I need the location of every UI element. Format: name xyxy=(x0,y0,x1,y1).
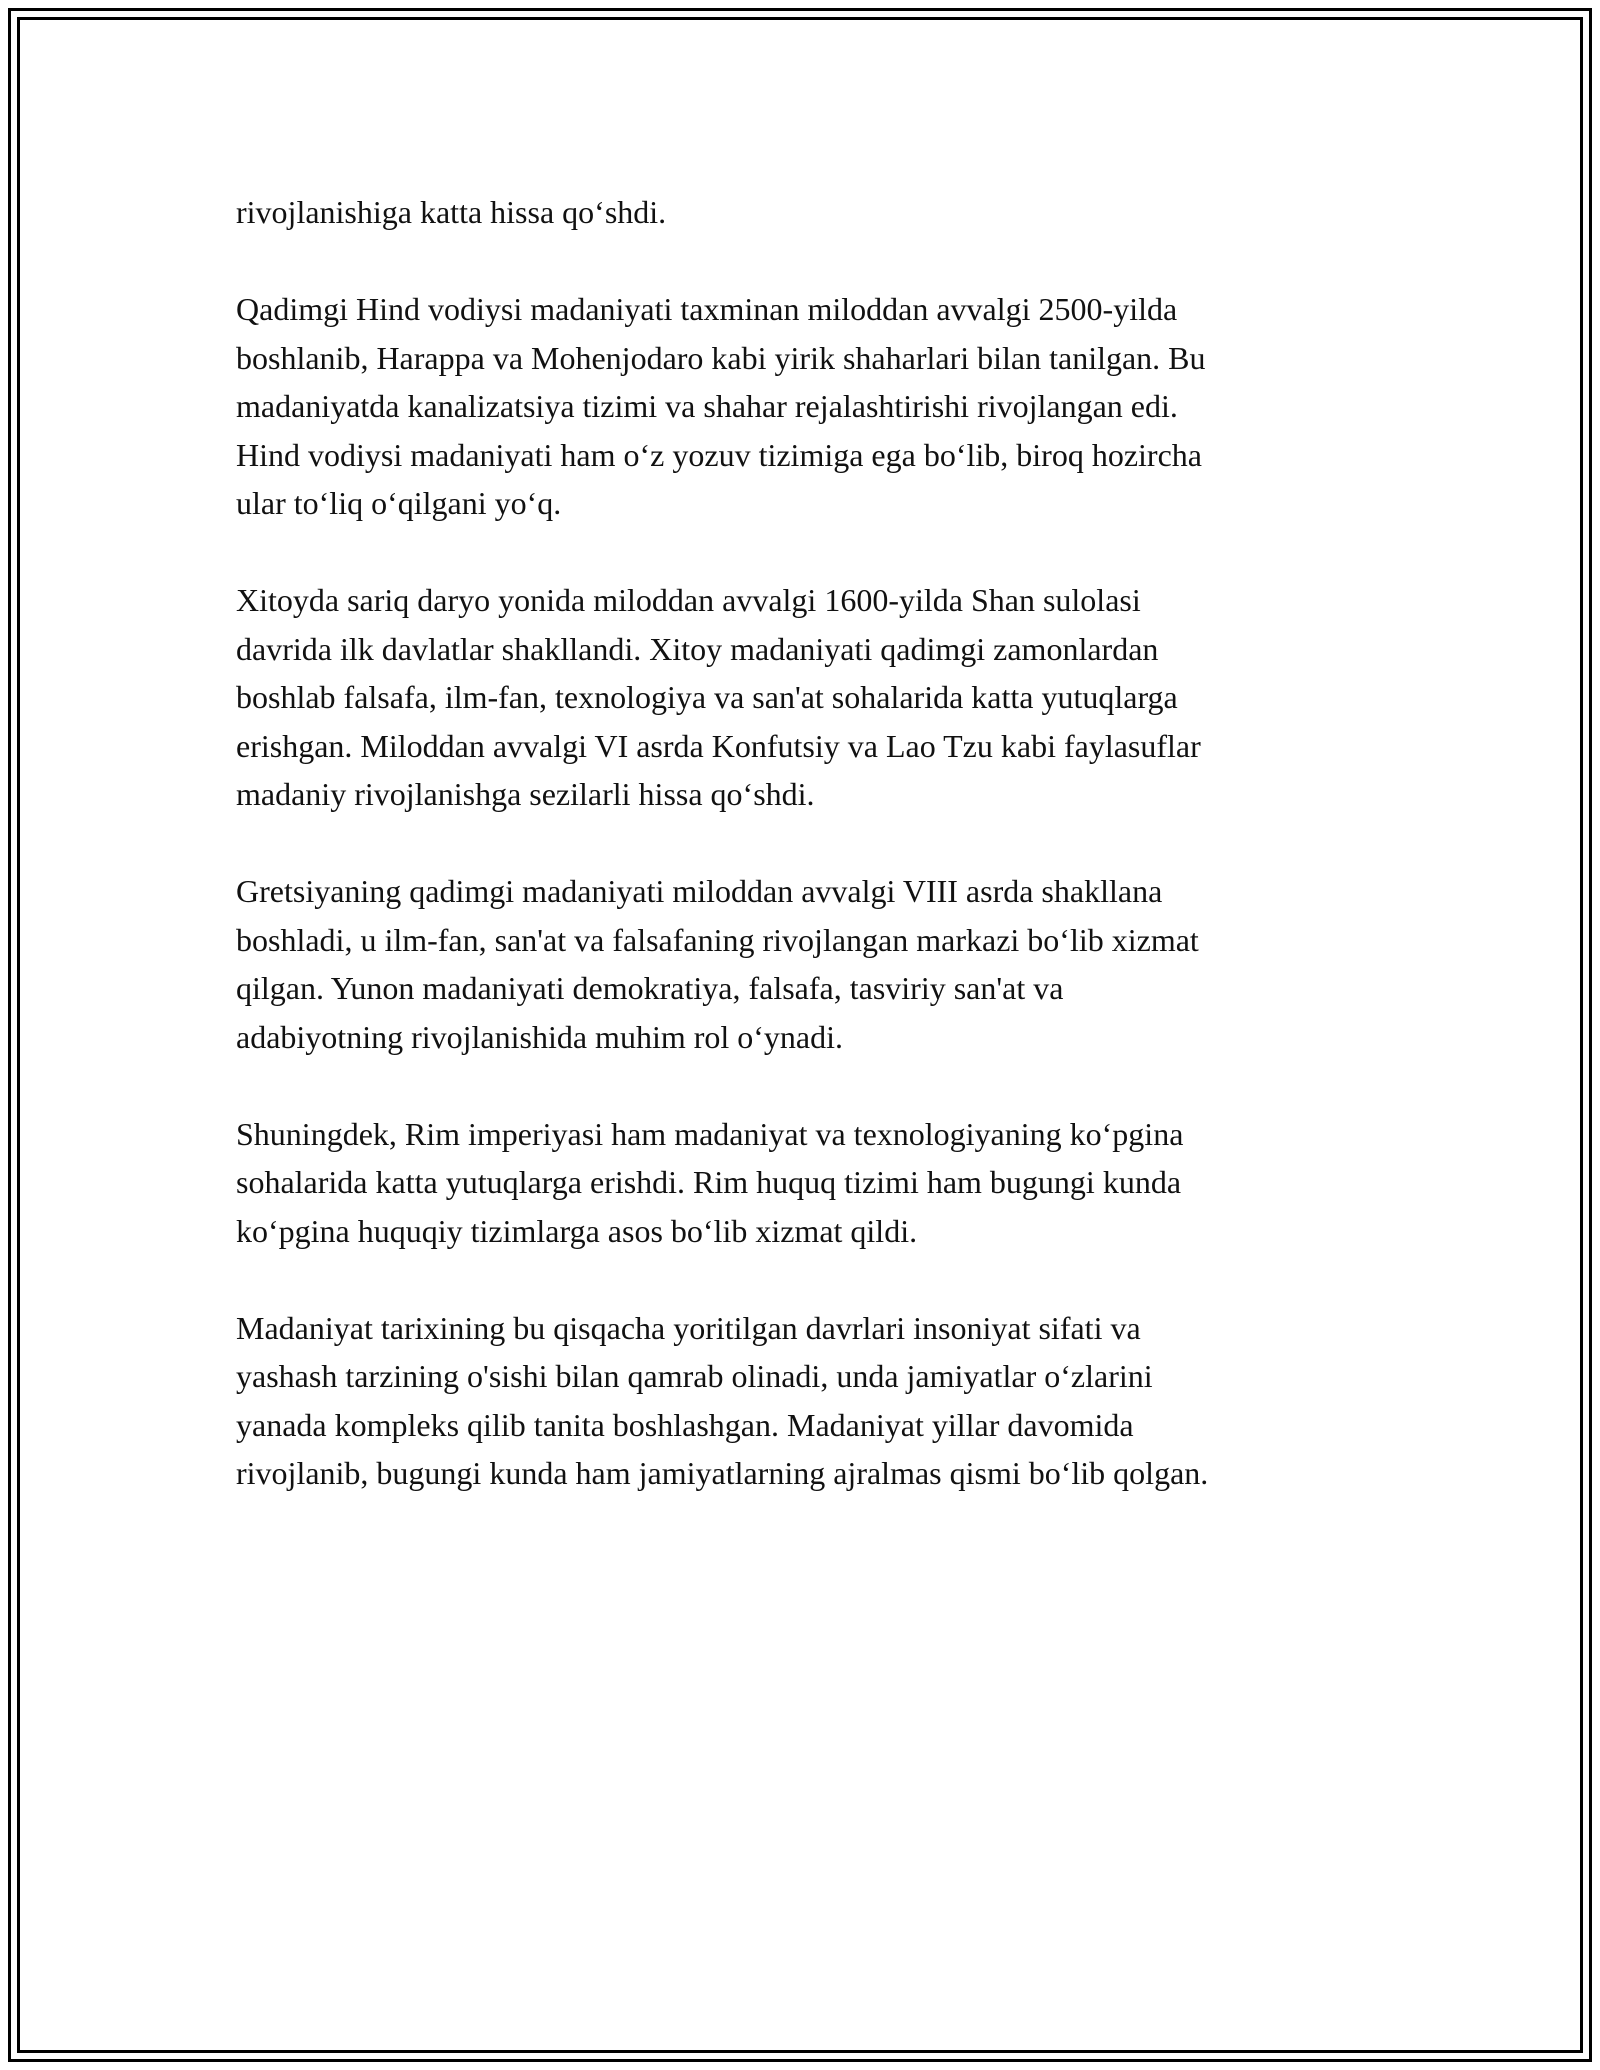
document-body xyxy=(236,188,1386,1546)
paragraph-rome: Shuningdek, Rim imperiyasi ham madaniyat va texnologiyaning ko‘pgina sohalarida katta yutuqlarga erishdi. Rim huquq tizimi ham bugungi kunda ko‘pgina huquqiy tizimlarga asos bo‘lib xizmat qildi. xyxy=(236,1115,1184,1249)
paragraph-indus-valley: Qadimgi Hind vodiysi madaniyati taxminan miloddan avvalgi 2500-yilda boshlanib, Harappa va Mohenjodaro kabi yirik shaharlari bilan tanilgan. Bu madaniyatda kanalizatsiya tizimi va shahar rejalashtirishi rivojlangan edi. Hind vodiysi madaniyati ham o‘z yozuv tizimiga ega bo‘lib, biroq hozircha ular to‘liq o‘qilgani yo‘q. xyxy=(236,291,1206,521)
paragraph-greece: Gretsiyaning qadimgi madaniyati miloddan avvalgi VIII asrda shakllana boshladi, u ilm-fan, san'at va falsafaning rivojlangan markazi bo‘lib xizmat qilgan. Yunon madaniyati demokratiya, falsafa, tasviriy san'at va adabiyotning rivojlanishida muhim rol o‘ynadi. xyxy=(236,873,1199,1055)
paragraph-continuation: rivojlanishiga katta hissa qo‘shdi. xyxy=(236,194,667,230)
paragraph-china: Xitoyda sariq daryo yonida miloddan avvalgi 1600-yilda Shan sulolasi davrida ilk davlatlar shakllandi. Xitoy madaniyati qadimgi zamonlardan boshlab falsafa, ilm-fan, texnologiya va san'at sohalarida katta yutuqlarga erishgan. Miloddan avvalgi VI asrda Konfutsiy va Lao Tzu kabi faylasuflar madaniy rivojlanishga sezilarli hissa qo‘shdi. xyxy=(236,582,1201,812)
paragraph-conclusion: Madaniyat tarixining bu qisqacha yoritilgan davrlari insoniyat sifati va yashash tarzining o'sishi bilan qamrab olinadi, unda jamiyatlar o‘zlarini yanada kompleks qilib tanita boshlashgan. Madaniyat yillar davomida rivojlanib, bugungi kunda ham jamiyatlarning ajralmas qismi bo‘lib qolgan. xyxy=(236,1309,1209,1491)
